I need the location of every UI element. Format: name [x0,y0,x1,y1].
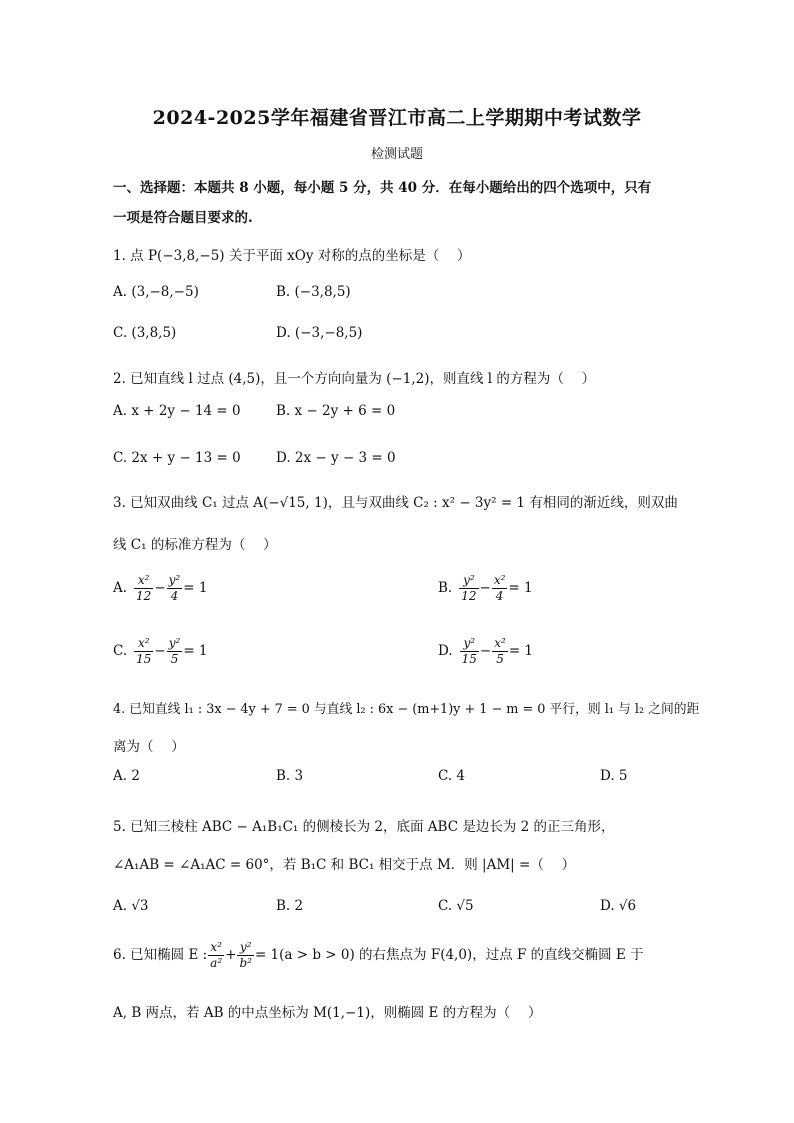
question-4-option-d: D. 5 [600,768,628,784]
question-6-stem-line-2: A, B 两点，若 AB 的中点坐标为 M(1,−1)，则椭圆 E 的方程为（ ） [113,1005,542,1021]
option-label: C. [113,643,128,659]
denominator: 15 [136,652,152,666]
question-2-stem: 2. 已知直线 l 过点 (4,5)，且一个方向向量为 (−1,2)，则直线 l 的方程为（ ） [113,371,596,387]
option-label: A. [113,580,128,596]
numerator: x² [494,636,506,650]
denominator: a² [210,956,223,970]
fraction [237,940,254,971]
option-label: B. [438,580,453,596]
numerator: x² [208,940,224,956]
minus-sign: − [479,580,491,596]
question-3-stem-line-2: 线 C₁ 的标准方程为（ ） [113,537,277,553]
minus-sign: − [154,580,166,596]
question-5-option-d: D. √6 [600,898,637,914]
plus-sign: + [225,947,237,963]
question-3-option-a [113,573,207,604]
option-label: D. [438,643,453,659]
denominator: 12 [136,589,152,603]
question-2-option-a: A. x + 2y − 14 = 0 [113,403,241,419]
question-2-option-d: D. 2x − y − 3 = 0 [276,450,396,466]
fraction [167,573,183,604]
question-1-option-c: C. (3,8,5) [113,325,177,341]
numerator: x² [134,573,153,589]
question-4-stem-line-2: 离为（ ） [113,739,185,755]
fraction [492,573,508,604]
minus-sign: − [479,643,492,659]
equals-one: = 1 [508,580,533,596]
fraction [134,573,153,604]
numerator: y² [237,940,254,956]
denominator: 5 [496,652,504,666]
question-3-option-d [438,636,533,667]
question-5-stem-line-2: ∠A₁AB = ∠A₁AC = 60°，若 B₁C 和 BC₁ 相交于点 M．则 |AM| =（ ） [113,857,576,873]
denominator: b² [239,956,252,970]
page-subtitle: 检测试题 [370,147,423,162]
question-4-option-a: A. 2 [113,768,140,784]
question-1-option-b: B. (−3,8,5) [276,284,351,300]
question-5-option-b: B. 2 [276,898,304,914]
question-5-stem-line-1: 5. 已知三棱柱 ABC − A₁B₁C₁ 的侧棱长为 2，底面 ABC 是边长为 2 的正三角形， [113,819,615,835]
fraction [460,636,479,667]
question-6-stem-suffix: = 1(a > b > 0) 的右焦点为 F(4,0)，过点 F 的直线交椭圆 E 于 [254,947,644,963]
question-2-option-c: C. 2x + y − 13 = 0 [113,450,241,466]
question-1-option-d: D. (−3,−8,5) [276,325,363,341]
question-2-option-b: B. x − 2y + 6 = 0 [276,403,396,419]
minus-sign: − [154,643,166,659]
equals-one: = 1 [508,643,534,659]
numerator: y² [460,636,479,652]
equals-one: = 1 [183,643,208,659]
question-4-option-c: C. 4 [438,768,466,784]
numerator: x² [493,573,506,587]
denominator: 15 [461,652,477,666]
question-4-stem-line-1: 4. 已知直线 l₁ : 3x − 4y + 7 = 0 与直线 l₂ : 6x − (m+1)y + 1 − m = 0 平行，则 l₁ 与 l₂ 之间的距 [113,702,700,717]
section-instructions-line-1: 一、选择题：本题共 8 小题，每小题 5 分，共 40 分．在每小题给出的四个选项中，只有 [113,180,652,196]
question-3-option-c [113,636,208,667]
numerator: y² [168,573,181,587]
denominator: 12 [461,589,477,603]
question-4-option-b: B. 3 [276,768,304,784]
denominator: 4 [495,589,504,603]
question-5-option-a: A. √3 [113,898,149,914]
denominator: 4 [170,589,179,603]
numerator: x² [134,636,153,652]
fraction [134,636,153,667]
fraction [459,573,478,604]
equals-one: = 1 [183,580,208,596]
question-3-stem-line-1: 3. 已知双曲线 C₁ 过点 A(−√15, 1)，且与双曲线 C₂ : x² − 3y² = 1 有相同的渐近线，则双曲 [113,495,678,511]
fraction [167,636,183,667]
question-1-option-a: A. (3,−8,−5) [113,284,199,300]
fraction [208,940,224,971]
question-6-stem-prefix: 6. 已知椭圆 E : [113,947,208,963]
denominator: 5 [170,652,179,666]
fraction [492,636,508,667]
numerator: y² [168,636,181,650]
numerator: y² [459,573,478,589]
question-5-option-c: C. √5 [438,898,474,914]
page-title: 2024-2025学年福建省晋江市高二上学期期中考试数学 [152,107,642,129]
question-3-option-b [438,573,533,604]
question-1-stem: 1. 点 P(−3,8,−5) 关于平面 xOy 对称的点的坐标是（ ） [113,248,471,264]
question-6-stem-line-1 [113,940,644,971]
section-instructions-line-2: 一项是符合题目要求的. [113,210,253,226]
